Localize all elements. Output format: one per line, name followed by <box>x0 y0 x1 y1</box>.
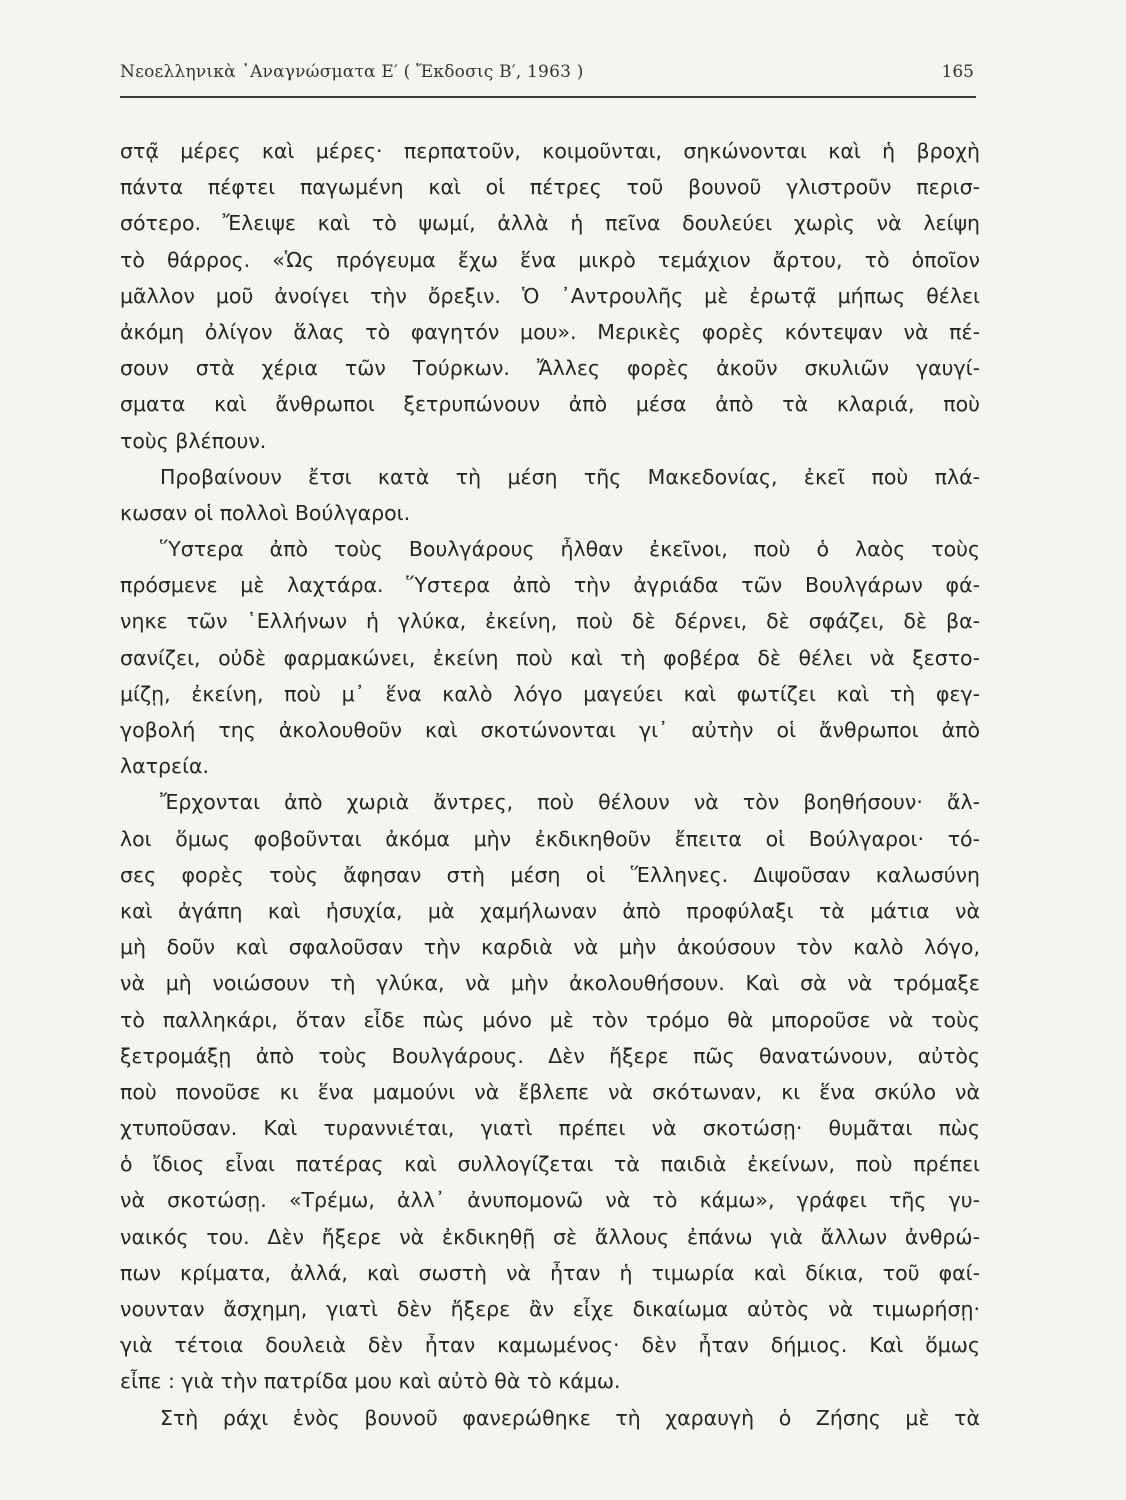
text-line: σανίζει, οὐδὲ φαρμακώνει, ἐκείνη ποὺ καὶ τὴ φοβέρα δὲ θέλει νὰ ξεστο- <box>120 645 980 670</box>
text-line: στᾳ̃ μέρες καὶ μέρες· περπατοῦν, κοιμοῦνται, σηκώνονται καὶ ἡ βροχὴ <box>120 139 980 163</box>
text-line: ξετρομάξῃ ἀπὸ τοὺς Βουλγάρους. Δὲν ἤξερε πῶς θανατώνουν, αὐτὸς <box>120 1043 980 1068</box>
text-line: χτυποῦσαν. Καὶ τυραννιέται, γιατὶ πρέπει νὰ σκοτώσῃ· θυμᾶται πὼς <box>120 1116 980 1141</box>
text-line: Ἔρχονται ἀπὸ χωριὰ ἄντρες, ποὺ θέλουν νὰ τὸν βοηθήσουν· ἄλ- <box>160 790 980 815</box>
text-line: λατρεία. <box>120 754 210 779</box>
text-line: σες φορὲς τοὺς ἄφησαν στὴ μέση οἱ Ἕλληνες. Διψοῦσαν καλωσύνη <box>120 862 980 887</box>
text-line: νὰ σκοτώσῃ. «Τρέμω, ἀλλ᾿ ἀνυπομονῶ νὰ τὸ κάμω», γράφει τῆς γυ- <box>120 1188 980 1213</box>
text-line: πάντα πέφτει παγωμένη καὶ οἱ πέτρες τοῦ βουνοῦ γλιστροῦν περισ- <box>120 175 980 200</box>
text-line: καὶ ἀγάπη καὶ ἡσυχία, μὰ χαμήλωναν ἀπὸ προφύλαξι τὰ μάτια νὰ <box>120 898 980 923</box>
text-line: Στὴ ράχι ἑνὸς βουνοῦ φανερώθηκε τὴ χαραυγὴ ὁ Ζήσης μὲ τὰ <box>160 1405 980 1430</box>
running-header <box>120 62 976 98</box>
book-title: Νεοελληνικὰ ᾿Αναγνώσματα Ε′ ( Ἔκδοσις Β′, 1963 ) <box>120 62 584 82</box>
text-line: τοὺς βλέπουν. <box>120 428 267 453</box>
text-line: μίζῃ, ἐκείνη, ποὺ μ᾿ ἕνα καλὸ λόγο μαγεύει καὶ φωτίζει καὶ τὴ φεγ- <box>120 681 980 706</box>
text-line: τὸ παλληκάρι, ὅταν εἶδε πὼς μόνο μὲ τὸν τρόμο θὰ μποροῦσε νὰ τοὺς <box>120 1007 980 1032</box>
text-line: γοβολή της ἀκολουθοῦν καὶ σκοτώνονται γι᾿ αὐτὴν οἱ ἄνθρωποι ἀπὸ <box>120 718 980 742</box>
text-line: ποὺ πονοῦσε κι ἕνα μαμούνι νὰ ἔβλεπε νὰ σκότωναν, κι ἕνα σκύλο νὰ <box>120 1079 980 1104</box>
text-line: ὁ ἴδιος εἶναι πατέρας καὶ συλλογίζεται τὰ παιδιὰ ἐκείνων, ποὺ πρέπει <box>120 1152 980 1177</box>
text-line: τὸ θάρρος. «Ὡς πρόγευμα ἔχω ἕνα μικρὸ τεμάχιον ἄρτου, τὸ ὁποῖον <box>120 247 980 272</box>
text-line: Προβαίνουν ἔτσι κατὰ τὴ μέση τῆς Μακεδονίας, ἐκεῖ ποὺ πλά- <box>160 464 980 489</box>
text-line: Ὕστερα ἀπὸ τοὺς Βουλγάρους ἦλθαν ἐκεῖνοι, ποὺ ὁ λαὸς τοὺς <box>160 537 980 562</box>
text-line: σουν στὰ χέρια τῶν Τούρκων. Ἄλλες φορὲς ἀκοῦν σκυλιῶν γαυγί- <box>120 356 980 381</box>
text-line: σότερο. Ἔλειψε καὶ τὸ ψωμί, ἀλλὰ ἡ πεῖνα δουλεύει χωρὶς νὰ λείψη <box>120 211 980 236</box>
text-line: μὴ δοῦν καὶ σφαλοῦσαν τὴν καρδιὰ νὰ μὴν ἀκούσουν τὸν καλὸ λόγο, <box>120 935 980 960</box>
text-line: πρόσμενε μὲ λαχτάρα. Ὕστερα ἀπὸ τὴν ἀγριάδα τῶν Βουλγάρων φά- <box>120 573 980 598</box>
text-line: γιὰ τέτοια δουλειὰ δὲν ἦταν καμωμένος· δὲν ἦταν δήμιος. Καὶ ὅμως <box>120 1333 980 1358</box>
text-line: ναικός του. Δὲν ἤξερε νὰ ἐκδικηθῇ σὲ ἄλλους ἐπάνω γιὰ ἄλλων ἀνθρώ- <box>120 1224 980 1249</box>
text-line: νηκε τῶν ῾Ελλήνων ἡ γλύκα, ἐκείνη, ποὺ δὲ δέρνει, δὲ σφάζει, δὲ βα- <box>120 609 980 634</box>
text-line: λοι ὅμως φοβοῦνται ἀκόμα μὴν ἐκδικηθοῦν ἔπειτα οἱ Βούλγαροι· τό- <box>120 826 980 851</box>
text-line: νὰ μὴ νοιώσουν τὴ γλύκα, νὰ μὴν ἀκολουθήσουν. Καὶ σὰ νὰ τρόμαξε <box>120 971 980 996</box>
text-line: ἀκόμη ὀλίγον ἅλας τὸ φαγητόν μου». Μερικὲς φορὲς κόντεψαν νὰ πέ- <box>120 319 980 344</box>
text-line: μᾶλλον μοῦ ἀνοίγει τὴν ὄρεξιν. Ὁ ᾿Αντρουλῆς μὲ ἐρωτᾳ̃ μήπως θέλει <box>120 283 980 308</box>
page-number: 165 <box>941 62 974 82</box>
text-line: εἶπε : γιὰ τὴν πατρίδα μου καὶ αὐτὸ θὰ τὸ κάμω. <box>120 1369 621 1394</box>
text-line: σματα καὶ ἄνθρωποι ξετρυπώνουν ἀπὸ μέσα ἀπὸ τὰ κλαριά, ποὺ <box>120 392 980 417</box>
text-line: νουνταν ἄσχημη, γιατὶ δὲν ἤξερε ἂν εἶχε δικαίωμα αὐτὸς νὰ τιμωρήσῃ· <box>120 1297 980 1321</box>
text-line: πων κρίματα, ἀλλά, καὶ σωστὴ νὰ ἦταν ἡ τιμωρία καὶ δίκια, τοῦ φαί- <box>120 1260 980 1285</box>
text-line: κωσαν οἱ πολλοὶ Βούλγαροι. <box>120 500 411 525</box>
body-text <box>120 133 980 1436</box>
